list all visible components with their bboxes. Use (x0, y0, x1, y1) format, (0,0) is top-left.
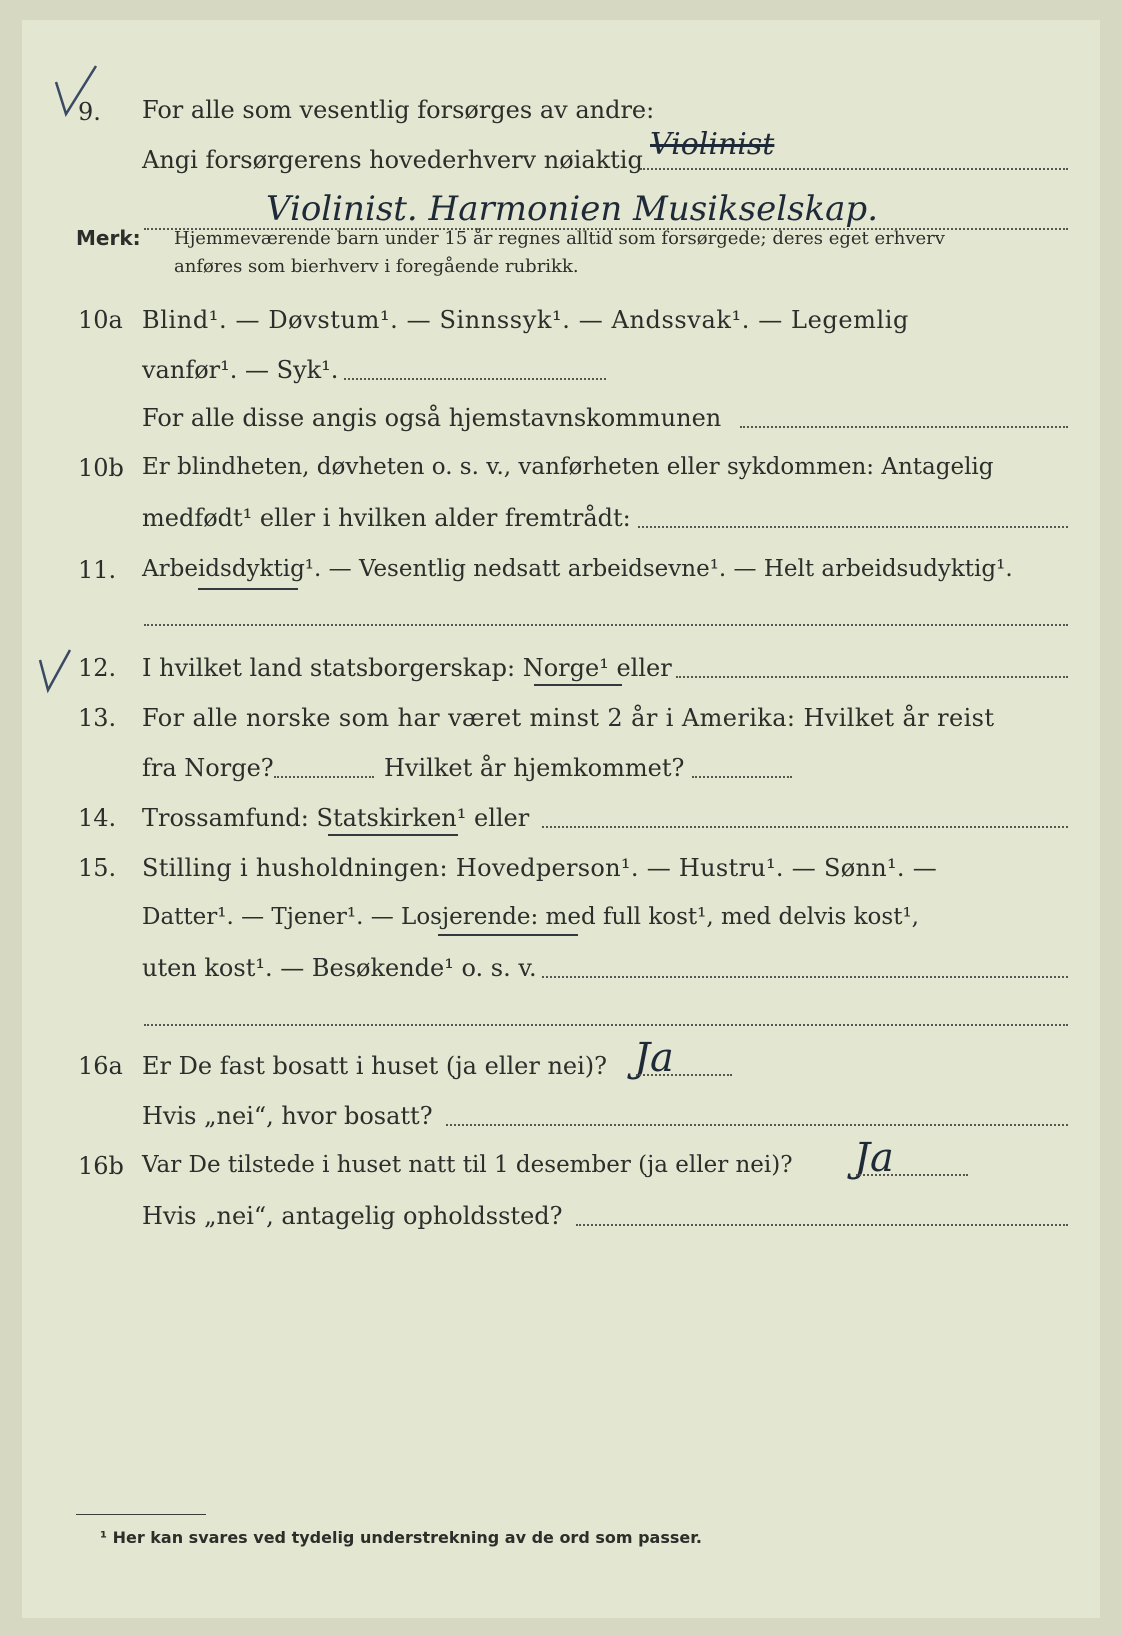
handwritten-underline (534, 684, 622, 686)
handwritten-underline (438, 934, 578, 936)
question-number-15: 15. (78, 854, 117, 882)
q11-line-1: Arbeidsdyktig¹. — Vesentlig nedsatt arbeidsevne¹. — Helt arbeidsudyktig¹. (142, 556, 1013, 582)
q13-line-2a: fra Norge? (142, 754, 274, 782)
handwritten-answer-ja: Ja (634, 1035, 674, 1081)
handwritten-occupation-answer: Violinist. Harmonien Musikselskap. (266, 189, 878, 229)
q13-line-1: For alle norske som har været minst 2 år i Amerika: Hvilket år reist (142, 704, 995, 732)
q9-line-2: Angi forsørgerens hovederhverv nøiaktig (142, 146, 643, 174)
question-number-16a: 16a (78, 1052, 123, 1080)
answer-line (740, 426, 1068, 428)
answer-line (542, 976, 1068, 978)
handwritten-underline (328, 834, 458, 836)
handwritten-underline (198, 588, 298, 590)
q16b-line-2: Hvis „nei“, antagelig opholdssted? (142, 1202, 563, 1230)
handwritten-occupation-struck: Violinist (650, 127, 775, 162)
q12-line-1: I hvilket land statsborgerskap: Norge¹ eller (142, 654, 672, 682)
answer-line (446, 1124, 1068, 1126)
answer-line (636, 1074, 732, 1076)
answer-line (638, 526, 1068, 528)
question-number-10a: 10a (78, 306, 123, 334)
q15-line-1: Stilling i husholdningen: Hovedperson¹. — Hustru¹. — Sønn¹. — (142, 854, 938, 882)
question-number-13: 13. (78, 704, 117, 732)
q16a-line-2: Hvis „nei“, hvor bosatt? (142, 1102, 433, 1130)
answer-line (640, 168, 1068, 170)
answer-line (344, 378, 606, 380)
q10b-line-2: medfødt¹ eller i hvilken alder fremtrådt: (142, 504, 631, 532)
q15-line-2: Datter¹. — Tjener¹. — Losjerende: med full kost¹, med delvis kost¹, (142, 904, 919, 930)
q16a-line-1: Er De fast bosatt i huset (ja eller nei)? (142, 1052, 608, 1080)
question-number-11: 11. (78, 556, 117, 584)
question-number-9: 9. (78, 98, 101, 126)
footnote: ¹ Her kan svares ved tydelig understrekning av de ord som passer. (100, 1528, 702, 1547)
answer-line (676, 676, 1068, 678)
merk-label: Merk: (76, 226, 141, 250)
question-number-14: 14. (78, 804, 117, 832)
answer-line (144, 624, 1068, 626)
answer-line (542, 826, 1068, 828)
answer-line (692, 776, 792, 778)
q14-line-1: Trossamfund: Statskirken¹ eller (142, 804, 530, 832)
merk-line-1: Hjemmeværende barn under 15 år regnes alltid som forsørgede; deres eget erhverv (174, 228, 945, 249)
question-number-16b: 16b (78, 1152, 124, 1180)
q10a-line-1: Blind¹. — Døvstum¹. — Sinnssyk¹. — Andssvak¹. — Legemlig (142, 306, 910, 334)
q10b-line-1: Er blindheten, døvheten o. s. v., vanførheten eller sykdommen: Antagelig (142, 454, 994, 480)
answer-line (856, 1174, 968, 1176)
q10a-line-3: For alle disse angis også hjemstavnskommunen (142, 404, 722, 432)
q10a-line-2: vanfør¹. — Syk¹. (142, 356, 339, 384)
question-number-12: 12. (78, 654, 117, 682)
q13-line-2b: Hvilket år hjemkommet? (384, 754, 685, 782)
merk-line-2: anføres som bierhverv i foregående rubrikk. (174, 256, 579, 277)
handwritten-answer-ja: Ja (854, 1135, 894, 1181)
answer-line (144, 1024, 1068, 1026)
footnote-rule (76, 1514, 206, 1515)
q16b-line-1: Var De tilstede i huset natt til 1 desember (ja eller nei)? (142, 1152, 793, 1178)
q9-line-1: For alle som vesentlig forsørges av andre: (142, 96, 655, 124)
check-mark-icon (36, 646, 76, 696)
question-number-10b: 10b (78, 454, 124, 482)
answer-line (576, 1224, 1068, 1226)
q15-line-3: uten kost¹. — Besøkende¹ o. s. v. (142, 954, 537, 982)
answer-line (274, 776, 374, 778)
census-form-page (22, 20, 1100, 1618)
